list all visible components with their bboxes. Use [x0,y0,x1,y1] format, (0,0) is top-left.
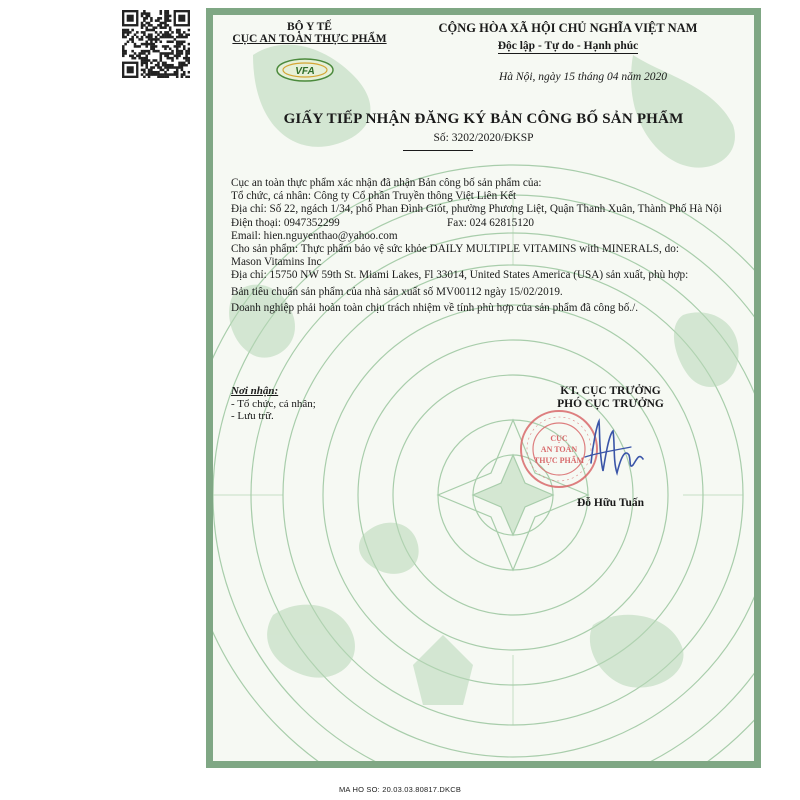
header-right [393,21,743,54]
ministry-name: BỘ Y TẾ [287,21,332,33]
dossier-code: MA HO SO: 20.03.03.80817.DKCB [338,785,462,794]
logo-text: VFA [295,66,315,77]
place-date: Hà Nội, ngày 15 tháng 04 năm 2020 [498,71,668,83]
phone: Điện thoại: 0947352299 [231,216,340,229]
certificate [206,8,761,768]
header-left [227,21,392,45]
product: Cho sản phẩm: Thực phẩm bảo vệ sức khỏe DAILY MULTIPLE VITAMINS with MINERALS, do: [231,243,679,256]
stamp-line: CỤC [550,434,568,443]
fax: Fax: 024 62815120 [447,216,535,229]
stamp-line: AN TOÀN [540,445,578,454]
stamp-line: THỰC PHẨM [533,456,585,465]
signature-scribble [573,413,653,483]
signer-name: Đỗ Hữu Tuấn [577,497,644,509]
recipient-item: - Tổ chức, cá nhân; [231,397,316,410]
vfa-logo [275,57,335,83]
document-title: GIẤY TIẾP NHẬN ĐĂNG KÝ BẢN CÔNG BỐ SẢN PHẨM [283,111,684,127]
signer-title: PHÓ CỤC TRƯỞNG [557,398,664,410]
national-motto: Độc lập - Tự do - Hạnh phúc [497,40,639,52]
organization: Tổ chức, cá nhân: Công ty Cổ phần Truyền thông Việt Liên Kết [231,190,517,203]
document-number: Số: 3202/2020/ĐKSP [433,132,534,144]
standard-reference: Bản tiêu chuẩn sản phẩm của nhà sản xuất số MV00112 ngày 15/02/2019. [231,285,563,298]
recipients [231,385,431,423]
intro-text: Cục an toàn thực phẩm xác nhận đã nhận Bản công bố sản phẩm của: [231,177,542,189]
org-address: Địa chỉ: Số 22, ngách 1/34, phố Phan Đình Giót, phường Phương Liệt, Quận Thanh Xuân, Thành Phố Hà Nội [231,203,722,216]
signer-authority: KT. CỤC TRƯỞNG [560,385,661,397]
recipients-label: Nơi nhận: [231,385,279,397]
agency-name: CỤC AN TOÀN THỰC PHẨM [232,33,387,45]
number-underline [403,150,473,151]
email: Email: hien.nguyenthao@yahoo.com [231,229,398,242]
manufacturer-address: Địa chỉ: 15750 NW 59th St. Miami Lakes, Fl 33014, United States America (USA) sản xuất, phù hợp: [231,269,689,282]
manufacturer: Mason Vitamins Inc [231,256,322,269]
responsibility-statement: Doanh nghiệp phải hoàn toàn chịu trách nhiệm về tính phù hợp của sản phẩm đã công bố./. [231,301,639,314]
certificate-body [231,177,736,315]
country-name: CỘNG HÒA XÃ HỘI CHỦ NGHĨA VIỆT NAM [438,21,698,35]
recipient-item: - Lưu trữ. [231,410,274,422]
qr-code [122,10,190,78]
contact-row [231,217,736,230]
